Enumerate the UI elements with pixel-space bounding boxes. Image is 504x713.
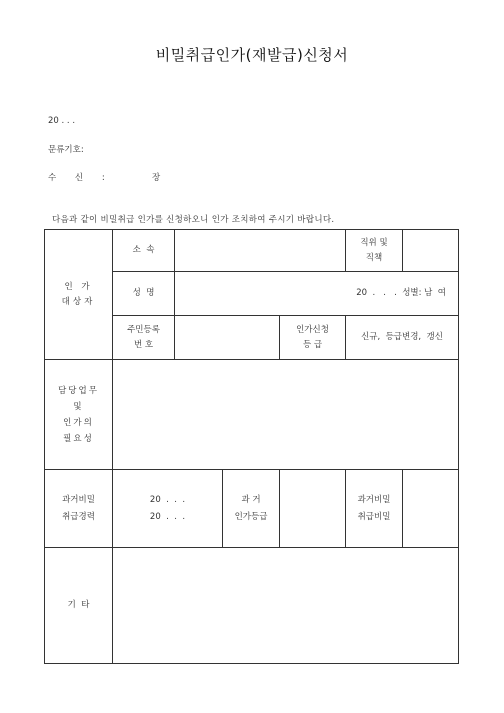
request-grade-label — [280, 316, 346, 360]
past-grade-label-text: 과 거 인가등급 — [234, 494, 268, 522]
position-label — [346, 230, 403, 272]
page-title: 비밀취급인가(재발급)신청서 — [155, 46, 349, 64]
request-grade-options[interactable] — [346, 316, 459, 360]
classification-label: 문류기호: — [48, 145, 84, 155]
birth-gender-text: 20 . . . 성별: 남 여 — [356, 288, 447, 298]
application-form-table — [44, 229, 459, 664]
recipient-value: 장 — [152, 173, 161, 183]
subject-label — [45, 230, 113, 360]
past-grade-label — [223, 470, 280, 548]
affiliation-label-text: 소 속 — [132, 245, 155, 255]
name-label-text: 성 명 — [132, 288, 155, 298]
request-grade-options-text: 신규, 등급변경, 갱신 — [361, 332, 443, 342]
remarks-field[interactable] — [113, 548, 459, 664]
past-secret-label — [346, 470, 403, 548]
past-record-label — [45, 470, 113, 548]
birth-gender-field[interactable] — [175, 272, 459, 316]
recipient-label: 수 신 : — [48, 173, 113, 183]
resident-no-label-text: 주민등록 번 호 — [127, 324, 160, 350]
past-grade-field[interactable] — [280, 470, 346, 548]
past-secret-field[interactable] — [403, 470, 459, 548]
duty-need-label — [45, 360, 113, 470]
past-record-label-text: 과거비밀 취급경력 — [62, 494, 95, 522]
date-line: 20 . . . — [48, 116, 76, 126]
remarks-label — [45, 548, 113, 664]
recipient-line — [48, 171, 160, 183]
duty-need-label-text: 담당업무 및 인가의 필요성 — [58, 385, 99, 444]
past-dates-text: 20 . . . 20 . . . — [149, 494, 186, 522]
intro-text: 다음과 같이 비밀취급 인가를 신청하오니 인가 조치하여 주시기 바랍니다. — [52, 215, 335, 225]
affiliation-field[interactable] — [175, 230, 346, 272]
past-dates-field[interactable] — [113, 470, 223, 548]
affiliation-label — [113, 230, 175, 272]
remarks-label-text: 기 타 — [67, 600, 90, 610]
subject-label-text: 인 가 대상자 — [61, 281, 96, 307]
past-secret-label-text: 과거비밀 취급비밀 — [357, 494, 391, 522]
resident-no-field[interactable] — [175, 316, 280, 360]
position-field[interactable] — [403, 230, 459, 272]
resident-no-label — [113, 316, 175, 360]
name-label — [113, 272, 175, 316]
request-grade-label-text: 인가신청 등 급 — [296, 324, 329, 350]
position-label-text: 직위 및 직책 — [360, 237, 388, 263]
duty-need-field[interactable] — [113, 360, 459, 470]
